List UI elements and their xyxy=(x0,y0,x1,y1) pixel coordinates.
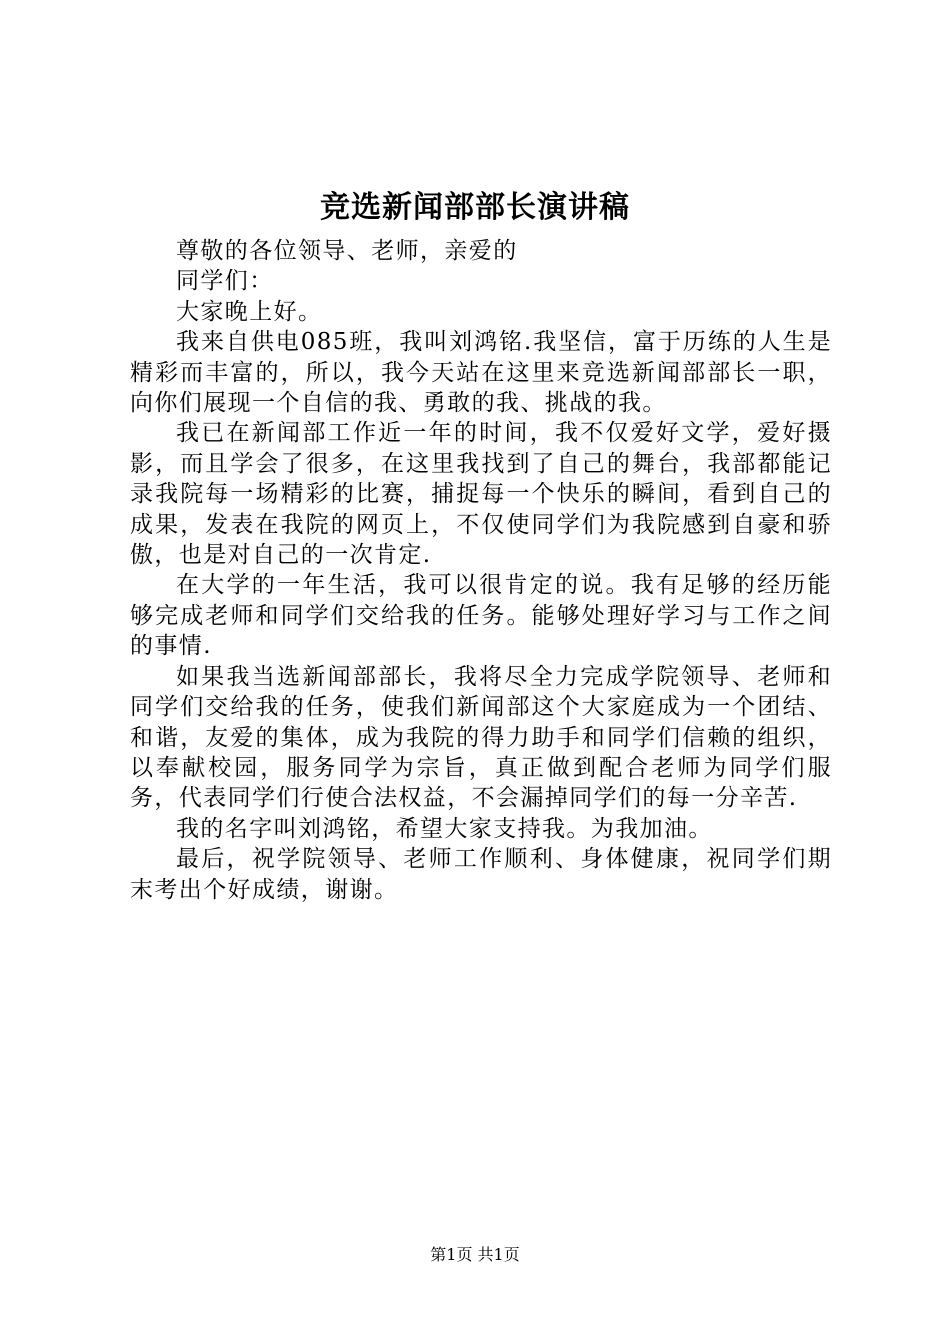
paragraph-commitment: 如果我当选新闻部部长，我将尽全力完成学院领导、老师和同学们交给我的任务，使我们新闻部这个大家庭成为一个团结、和谐，友爱的集体，成为我院的得力助手和同学们信赖的组织，以奉献校园，服务同学为宗旨，真正做到配合老师为同学们服务，代表同学们行使合法权益，不会漏掉同学们的每一分辛苦. xyxy=(130,663,832,812)
page-footer: 第1页 共1页 xyxy=(430,1245,520,1264)
paragraph-closing: 最后，祝学院领导、老师工作顺利、身体健康，祝同学们期末考出个好成绩，谢谢。 xyxy=(130,846,832,903)
paragraph-ability: 在大学的一年生活，我可以很肯定的说。我有足够的经历能够完成老师和同学们交给我的任务。能够处理好学习与工作之间的事情. xyxy=(130,572,832,660)
paragraph-greeting-line2: 同学们： xyxy=(176,268,274,295)
paragraph-introduction: 我来自供电085班，我叫刘鸿铭.我坚信，富于历练的人生是精彩而丰富的，所以，我今天站在这里来竞选新闻部部长一职，向你们展现一个自信的我、勇敢的我、挑战的我。 xyxy=(130,329,832,417)
document-title: 竞选新闻部部长演讲稿 xyxy=(320,190,630,225)
paragraph-salutation: 大家晚上好。 xyxy=(176,298,323,325)
paragraph-greeting-line1: 尊敬的各位领导、老师，亲爱的 xyxy=(176,238,518,264)
paragraph-experience: 我已在新闻部工作近一年的时间，我不仅爱好文学，爱好摄影，而且学会了很多，在这里我找到了自己的舞台，我部都能记录我院每一场精彩的比赛，捕捉每一个快乐的瞬间，看到自己的成果，发表在我院的网页上，不仅使同学们为我院感到自豪和骄傲，也是对自己的一次肯定. xyxy=(130,420,832,569)
paragraph-support: 我的名字叫刘鸿铭，希望大家支持我。为我加油。 xyxy=(176,815,713,842)
document-body xyxy=(130,236,832,905)
